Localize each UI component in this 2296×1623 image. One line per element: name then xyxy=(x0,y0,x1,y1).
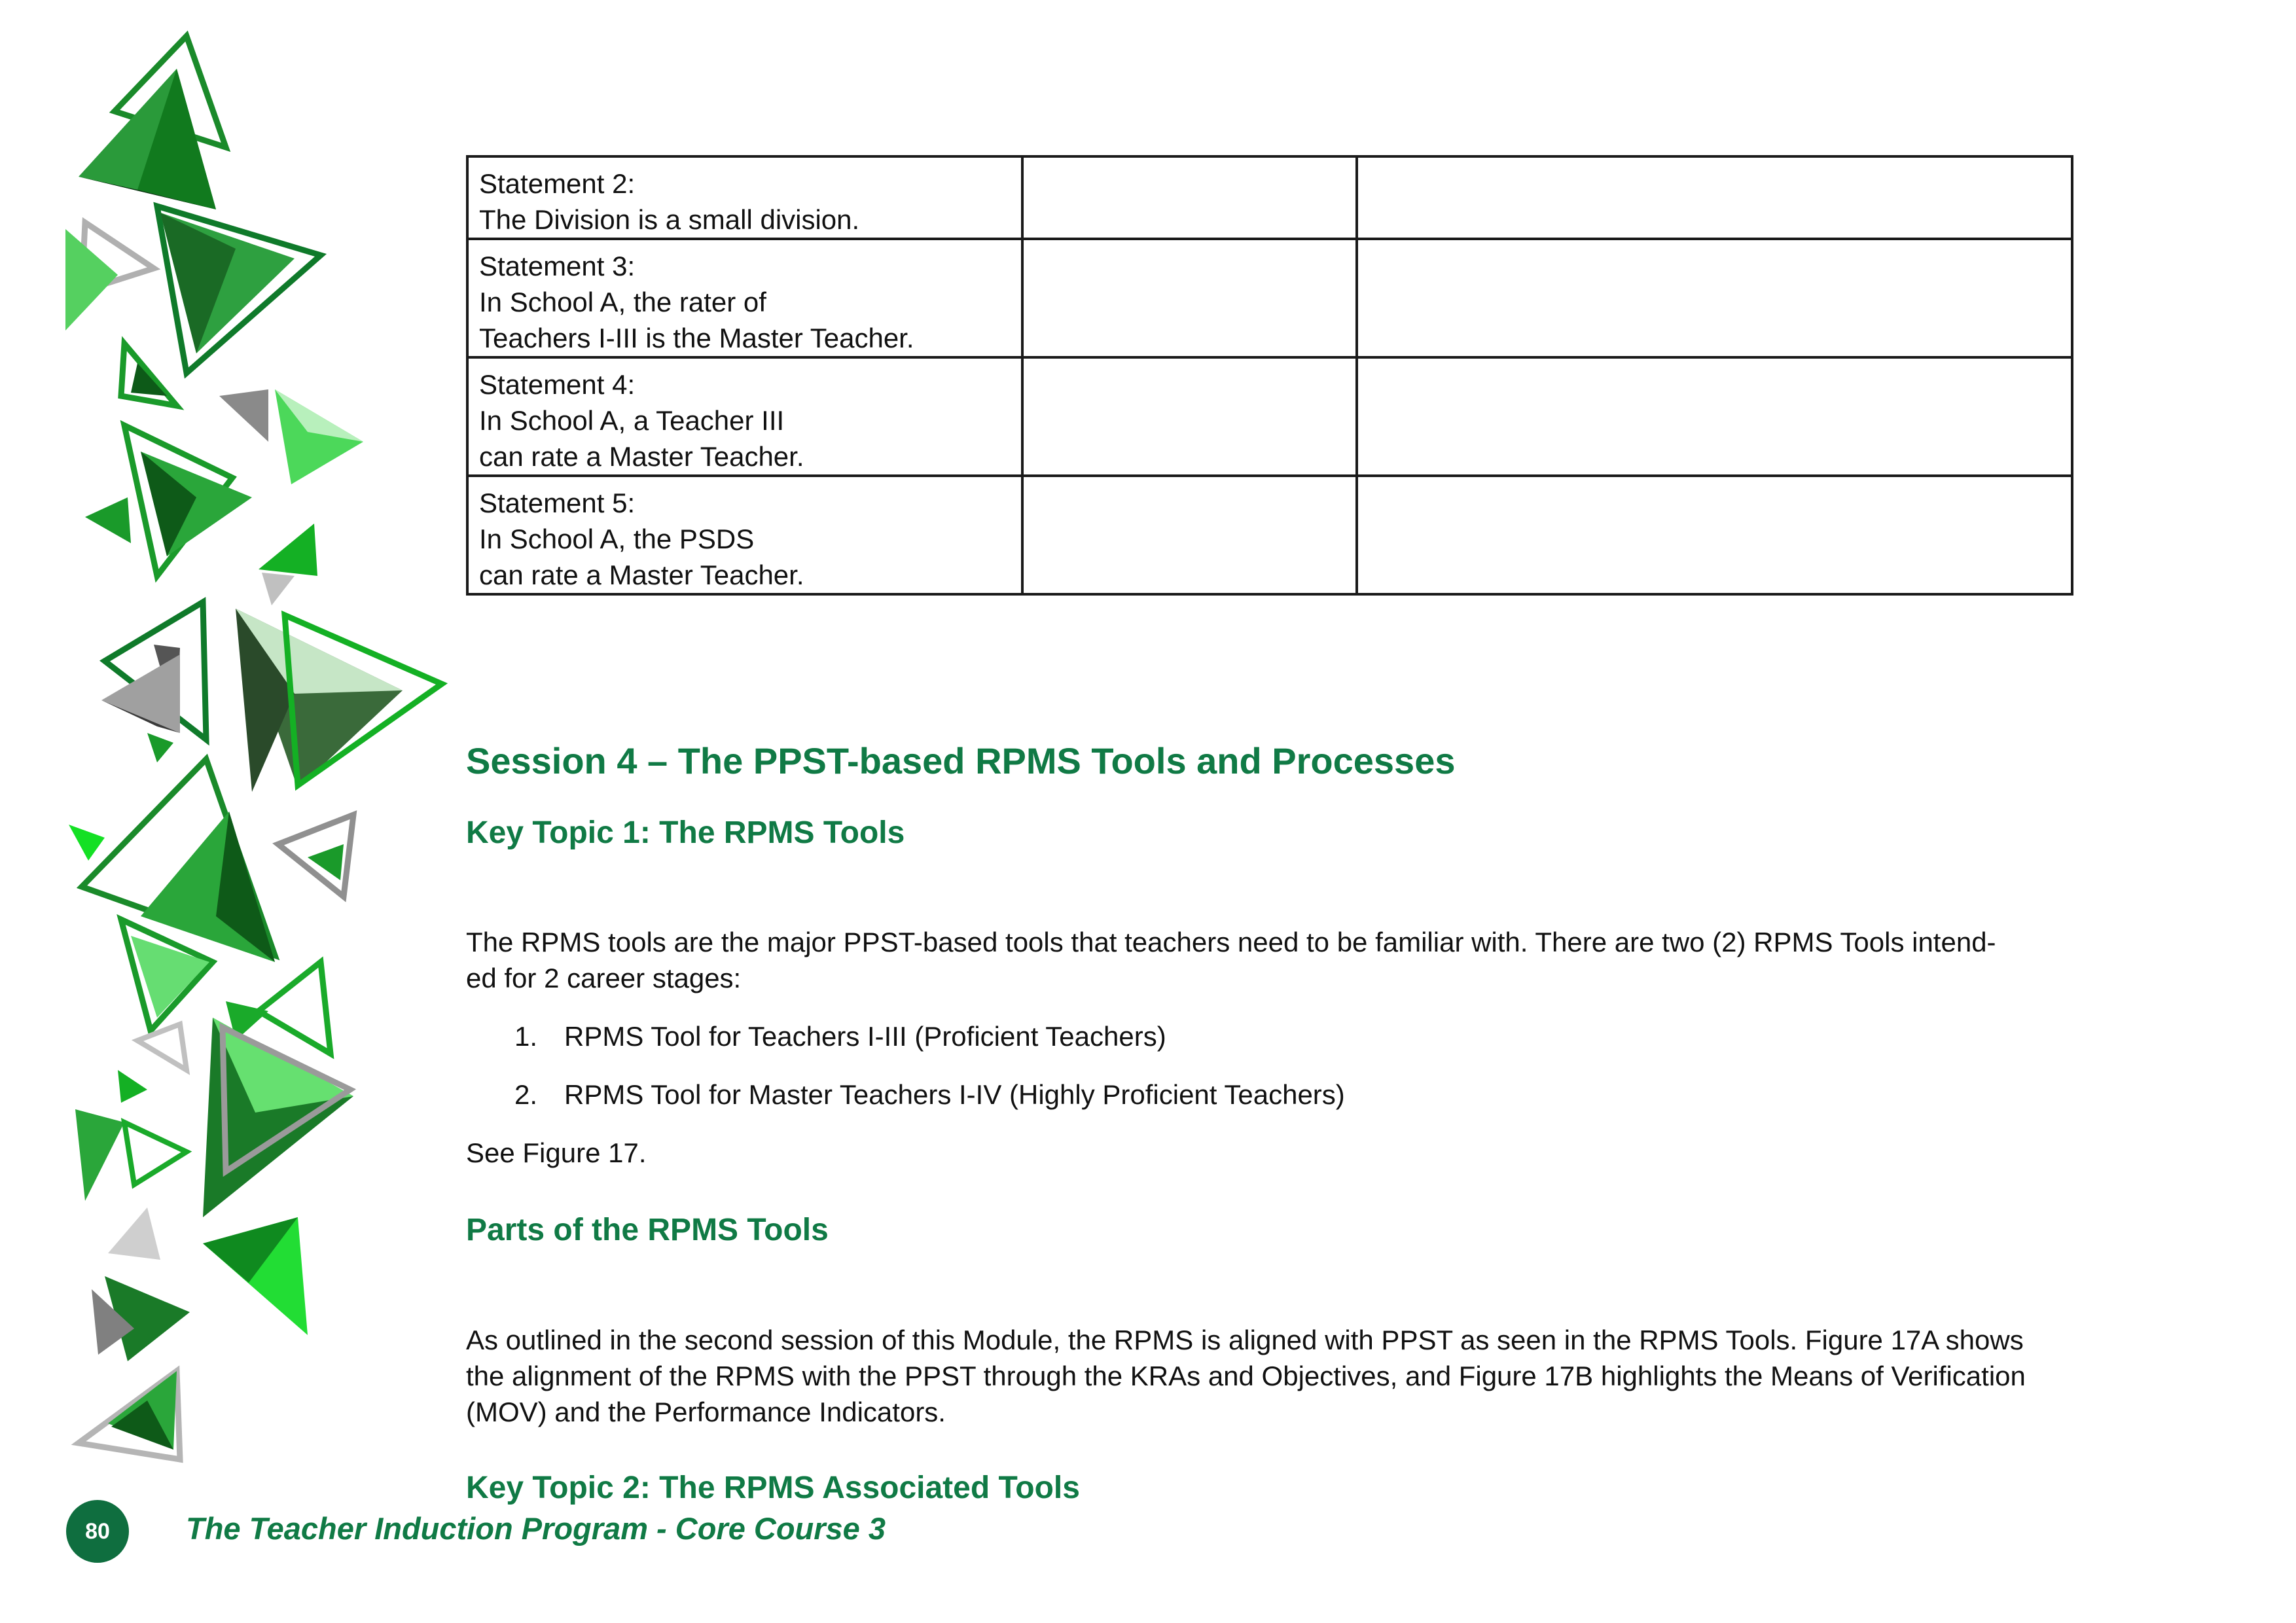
page-number-badge: 80 xyxy=(66,1500,129,1563)
answer-cell xyxy=(1022,156,1357,239)
parts-paragraph-line: As outlined in the second session of this Module, the RPMS is aligned with PPST as seen in the RPMS Tools. Figure 17A shows xyxy=(466,1325,2024,1355)
triangle-decoration xyxy=(259,524,317,576)
table-row xyxy=(467,239,2072,357)
statement-label: Statement 4: xyxy=(479,369,636,400)
triangle-decoration xyxy=(259,962,331,1054)
table-row xyxy=(467,156,2072,239)
key-topic-1-heading: Key Topic 1: The RPMS Tools xyxy=(466,815,905,850)
triangle-decoration xyxy=(219,389,268,442)
triangle-decoration xyxy=(262,573,295,605)
intro-paragraph-line: The RPMS tools are the major PPST-based tools that teachers need to be familiar with. There are two (2) RPMS Tools intend- xyxy=(466,927,1996,957)
triangle-decoration xyxy=(121,344,177,406)
triangle-decoration xyxy=(65,229,118,330)
triangle-decoration xyxy=(85,497,131,543)
triangle-decoration xyxy=(137,1024,187,1070)
statement-label: Statement 2: xyxy=(479,168,636,199)
list-number: 2. xyxy=(514,1079,538,1110)
triangle-decoration xyxy=(108,1207,160,1260)
parts-paragraph-line: the alignment of the RPMS with the PPST through the KRAs and Objectives, and Figure 17B highlights the Means of Verification xyxy=(466,1361,2026,1391)
footer-title: The Teacher Induction Program - Core Course 3 xyxy=(186,1511,886,1546)
list-item xyxy=(514,1077,1345,1113)
statement-text: can rate a Master Teacher. xyxy=(479,560,804,590)
statement-cell xyxy=(467,476,1022,594)
parts-heading: Parts of the RPMS Tools xyxy=(466,1213,829,1247)
see-figure-text: See Figure 17. xyxy=(466,1137,647,1168)
answer-cell xyxy=(1022,476,1357,594)
triangle-decoration xyxy=(69,825,105,861)
statement-text: In School A, the PSDS xyxy=(479,524,755,554)
statement-text: The Division is a small division. xyxy=(479,204,860,235)
statement-cell xyxy=(467,156,1022,239)
statement-text: In School A, the rater of xyxy=(479,287,766,317)
triangle-decoration xyxy=(75,1109,124,1201)
statement-text: can rate a Master Teacher. xyxy=(479,441,804,472)
intro-paragraph-line: ed for 2 career stages: xyxy=(466,963,742,993)
statement-text: Teachers I-III is the Master Teacher. xyxy=(479,323,914,353)
answer-cell xyxy=(1022,239,1357,357)
explanation-cell xyxy=(1357,156,2072,239)
list-item-text: RPMS Tool for Teachers I-III (Proficient Teachers) xyxy=(564,1021,1166,1052)
list-item-text: RPMS Tool for Master Teachers I-IV (Highly Proficient Teachers) xyxy=(564,1079,1345,1110)
list-item xyxy=(514,1018,1166,1054)
triangle-decoration xyxy=(124,1122,187,1185)
statement-table xyxy=(466,155,2073,596)
triangle-decoration xyxy=(118,1070,147,1103)
statement-cell xyxy=(467,239,1022,357)
answer-cell xyxy=(1022,357,1357,476)
triangle-decoration xyxy=(131,363,167,396)
key-topic-2-heading: Key Topic 2: The RPMS Associated Tools xyxy=(466,1471,1080,1505)
table-row xyxy=(467,476,2072,594)
statement-text: In School A, a Teacher III xyxy=(479,405,785,436)
parts-paragraph-line: (MOV) and the Performance Indicators. xyxy=(466,1397,946,1427)
list-number: 1. xyxy=(514,1021,538,1052)
statement-label: Statement 5: xyxy=(479,488,636,518)
decorative-triangles-graphic xyxy=(0,0,471,1623)
explanation-cell xyxy=(1357,239,2072,357)
session-heading: Session 4 – The PPST-based RPMS Tools and Processes xyxy=(466,740,1456,781)
table-row xyxy=(467,357,2072,476)
explanation-cell xyxy=(1357,357,2072,476)
explanation-cell xyxy=(1357,476,2072,594)
statement-cell xyxy=(467,357,1022,476)
triangle-decoration xyxy=(147,733,173,762)
statement-label: Statement 3: xyxy=(479,251,636,281)
